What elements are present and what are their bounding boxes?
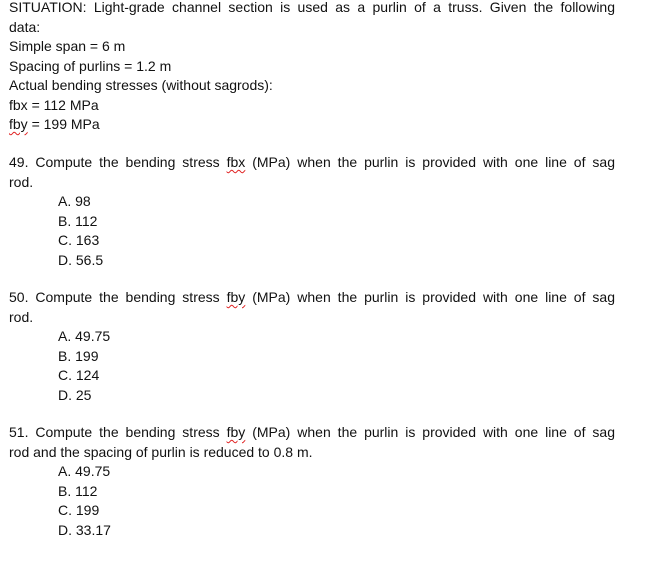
option-a: A. 98 [58, 193, 91, 209]
given-fby [9, 115, 615, 135]
question-49 [9, 153, 615, 270]
question-51-text [9, 423, 615, 443]
question-50 [9, 288, 615, 405]
option-a: A. 49.75 [58, 463, 111, 479]
question-text: (MPa) when the purlin is provided with one line of sag [245, 424, 615, 440]
question-text: 49. Compute the bending stress [9, 154, 227, 170]
question-50-text-line-2: rod. [9, 308, 34, 325]
option-a: A. 49.75 [58, 328, 111, 344]
spacer [9, 405, 615, 423]
fby-variable-spellcheck: fby [226, 289, 246, 305]
document-page [9, 0, 615, 540]
fbx-variable-spellcheck: fbx [226, 154, 246, 170]
question-text: (MPa) when the purlin is provided with one line of sag [245, 289, 615, 305]
option-b: B. 112 [58, 212, 98, 229]
fby-value: = 199 MPa [27, 116, 100, 132]
fby-variable-spellcheck: fby [226, 424, 246, 440]
question-text: (MPa) when the purlin is provided with one line of sag [245, 154, 615, 170]
situation-text-line-1: SITUATION: Light-grade channel section is used as a purlin of a truss. Given the following [9, 0, 615, 15]
option-c: C. 199 [58, 502, 100, 518]
given-span: Simple span = 6 m [9, 38, 126, 54]
spacer [9, 270, 615, 288]
question-text: 50. Compute the bending stress [9, 289, 227, 305]
question-50-text [9, 288, 615, 308]
option-b: B. 112 [58, 482, 98, 499]
given-stresses-heading: Actual bending stresses (without sagrods): [9, 77, 273, 93]
question-49-text-line-2: rod. [9, 173, 34, 190]
situation-text-line-2: data: [9, 18, 41, 35]
fbx-value: = 112 MPa [27, 96, 99, 113]
spacer [9, 135, 615, 155]
option-d: D. 33.17 [58, 521, 111, 538]
option-d: D. 56.5 [58, 251, 104, 268]
fbx-variable: fbx [9, 96, 28, 113]
option-b: B. 199 [58, 347, 99, 364]
option-d: D. 25 [58, 386, 92, 403]
situation-block [9, 0, 615, 135]
given-spacing: Spacing of purlins = 1.2 m [9, 57, 172, 74]
question-text: 51. Compute the bending stress [9, 424, 227, 440]
fby-variable-spellcheck: fby [9, 116, 28, 132]
question-51 [9, 423, 615, 540]
question-51-text-line-2: rod and the spacing of purlin is reduced to 0.8 m. [9, 443, 313, 460]
given-fbx [9, 96, 615, 116]
option-c: C. 124 [58, 367, 100, 383]
option-c: C. 163 [58, 232, 100, 248]
question-49-text [9, 153, 615, 173]
